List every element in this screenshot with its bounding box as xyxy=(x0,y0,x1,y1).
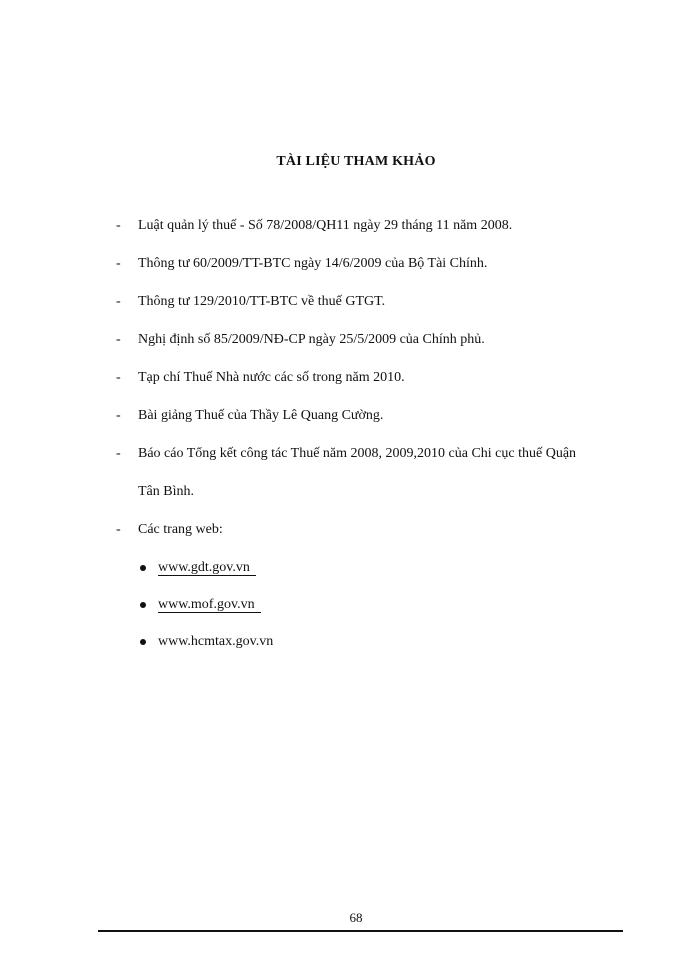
website-link-gdt[interactable]: www.gdt.gov.vn xyxy=(158,560,256,576)
list-dash: - xyxy=(116,294,121,309)
reference-text: Nghị định số 85/2009/NĐ-CP ngày 25/5/2009 của Chính phủ. xyxy=(138,332,485,347)
list-dash: - xyxy=(116,332,121,347)
list-dash: - xyxy=(116,408,121,423)
page-title: TÀI LIỆU THAM KHẢO xyxy=(276,154,436,169)
reference-item-lecture xyxy=(116,397,616,435)
footer-divider xyxy=(98,930,623,932)
list-dash: - xyxy=(116,218,121,233)
bullet-dot-icon xyxy=(140,639,146,645)
reference-text: Các trang web: xyxy=(138,522,223,537)
reference-item-law xyxy=(116,207,616,245)
list-dash: - xyxy=(116,256,121,271)
website-item xyxy=(140,549,273,586)
reference-text: Thông tư 60/2009/TT-BTC ngày 14/6/2009 của Bộ Tài Chính. xyxy=(138,256,488,271)
list-dash: - xyxy=(116,370,121,385)
reference-text: Luật quản lý thuế - Số 78/2008/QH11 ngày 29 tháng 11 năm 2008. xyxy=(138,218,513,233)
reference-item-tax-magazine xyxy=(116,359,616,397)
website-item xyxy=(140,623,273,660)
reference-item-websites xyxy=(116,511,616,549)
reference-item-annual-report xyxy=(116,435,616,511)
website-list xyxy=(140,549,273,660)
list-dash: - xyxy=(116,446,121,461)
reference-list xyxy=(116,207,616,549)
reference-text: Bài giảng Thuế của Thầy Lê Quang Cường. xyxy=(138,408,384,423)
website-item xyxy=(140,586,273,623)
website-text-hcmtax: www.hcmtax.gov.vn xyxy=(158,634,274,649)
reference-text-continuation: Tân Bình. xyxy=(138,484,194,499)
reference-text: Thông tư 129/2010/TT-BTC về thuế GTGT. xyxy=(138,294,386,309)
reference-text: Báo cáo Tổng kết công tác Thuế năm 2008, 2009,2010 của Chi cục thuế Quận xyxy=(138,446,577,461)
bullet-dot-icon xyxy=(140,602,146,608)
reference-text: Tạp chí Thuế Nhà nước các số trong năm 2010. xyxy=(138,370,405,385)
reference-item-circular-129 xyxy=(116,283,616,321)
reference-item-circular-60 xyxy=(116,245,616,283)
bullet-dot-icon xyxy=(140,565,146,571)
page-number: 68 xyxy=(349,910,363,925)
website-link-mof[interactable]: www.mof.gov.vn xyxy=(158,597,261,613)
reference-item-decree-85 xyxy=(116,321,616,359)
list-dash: - xyxy=(116,522,121,537)
